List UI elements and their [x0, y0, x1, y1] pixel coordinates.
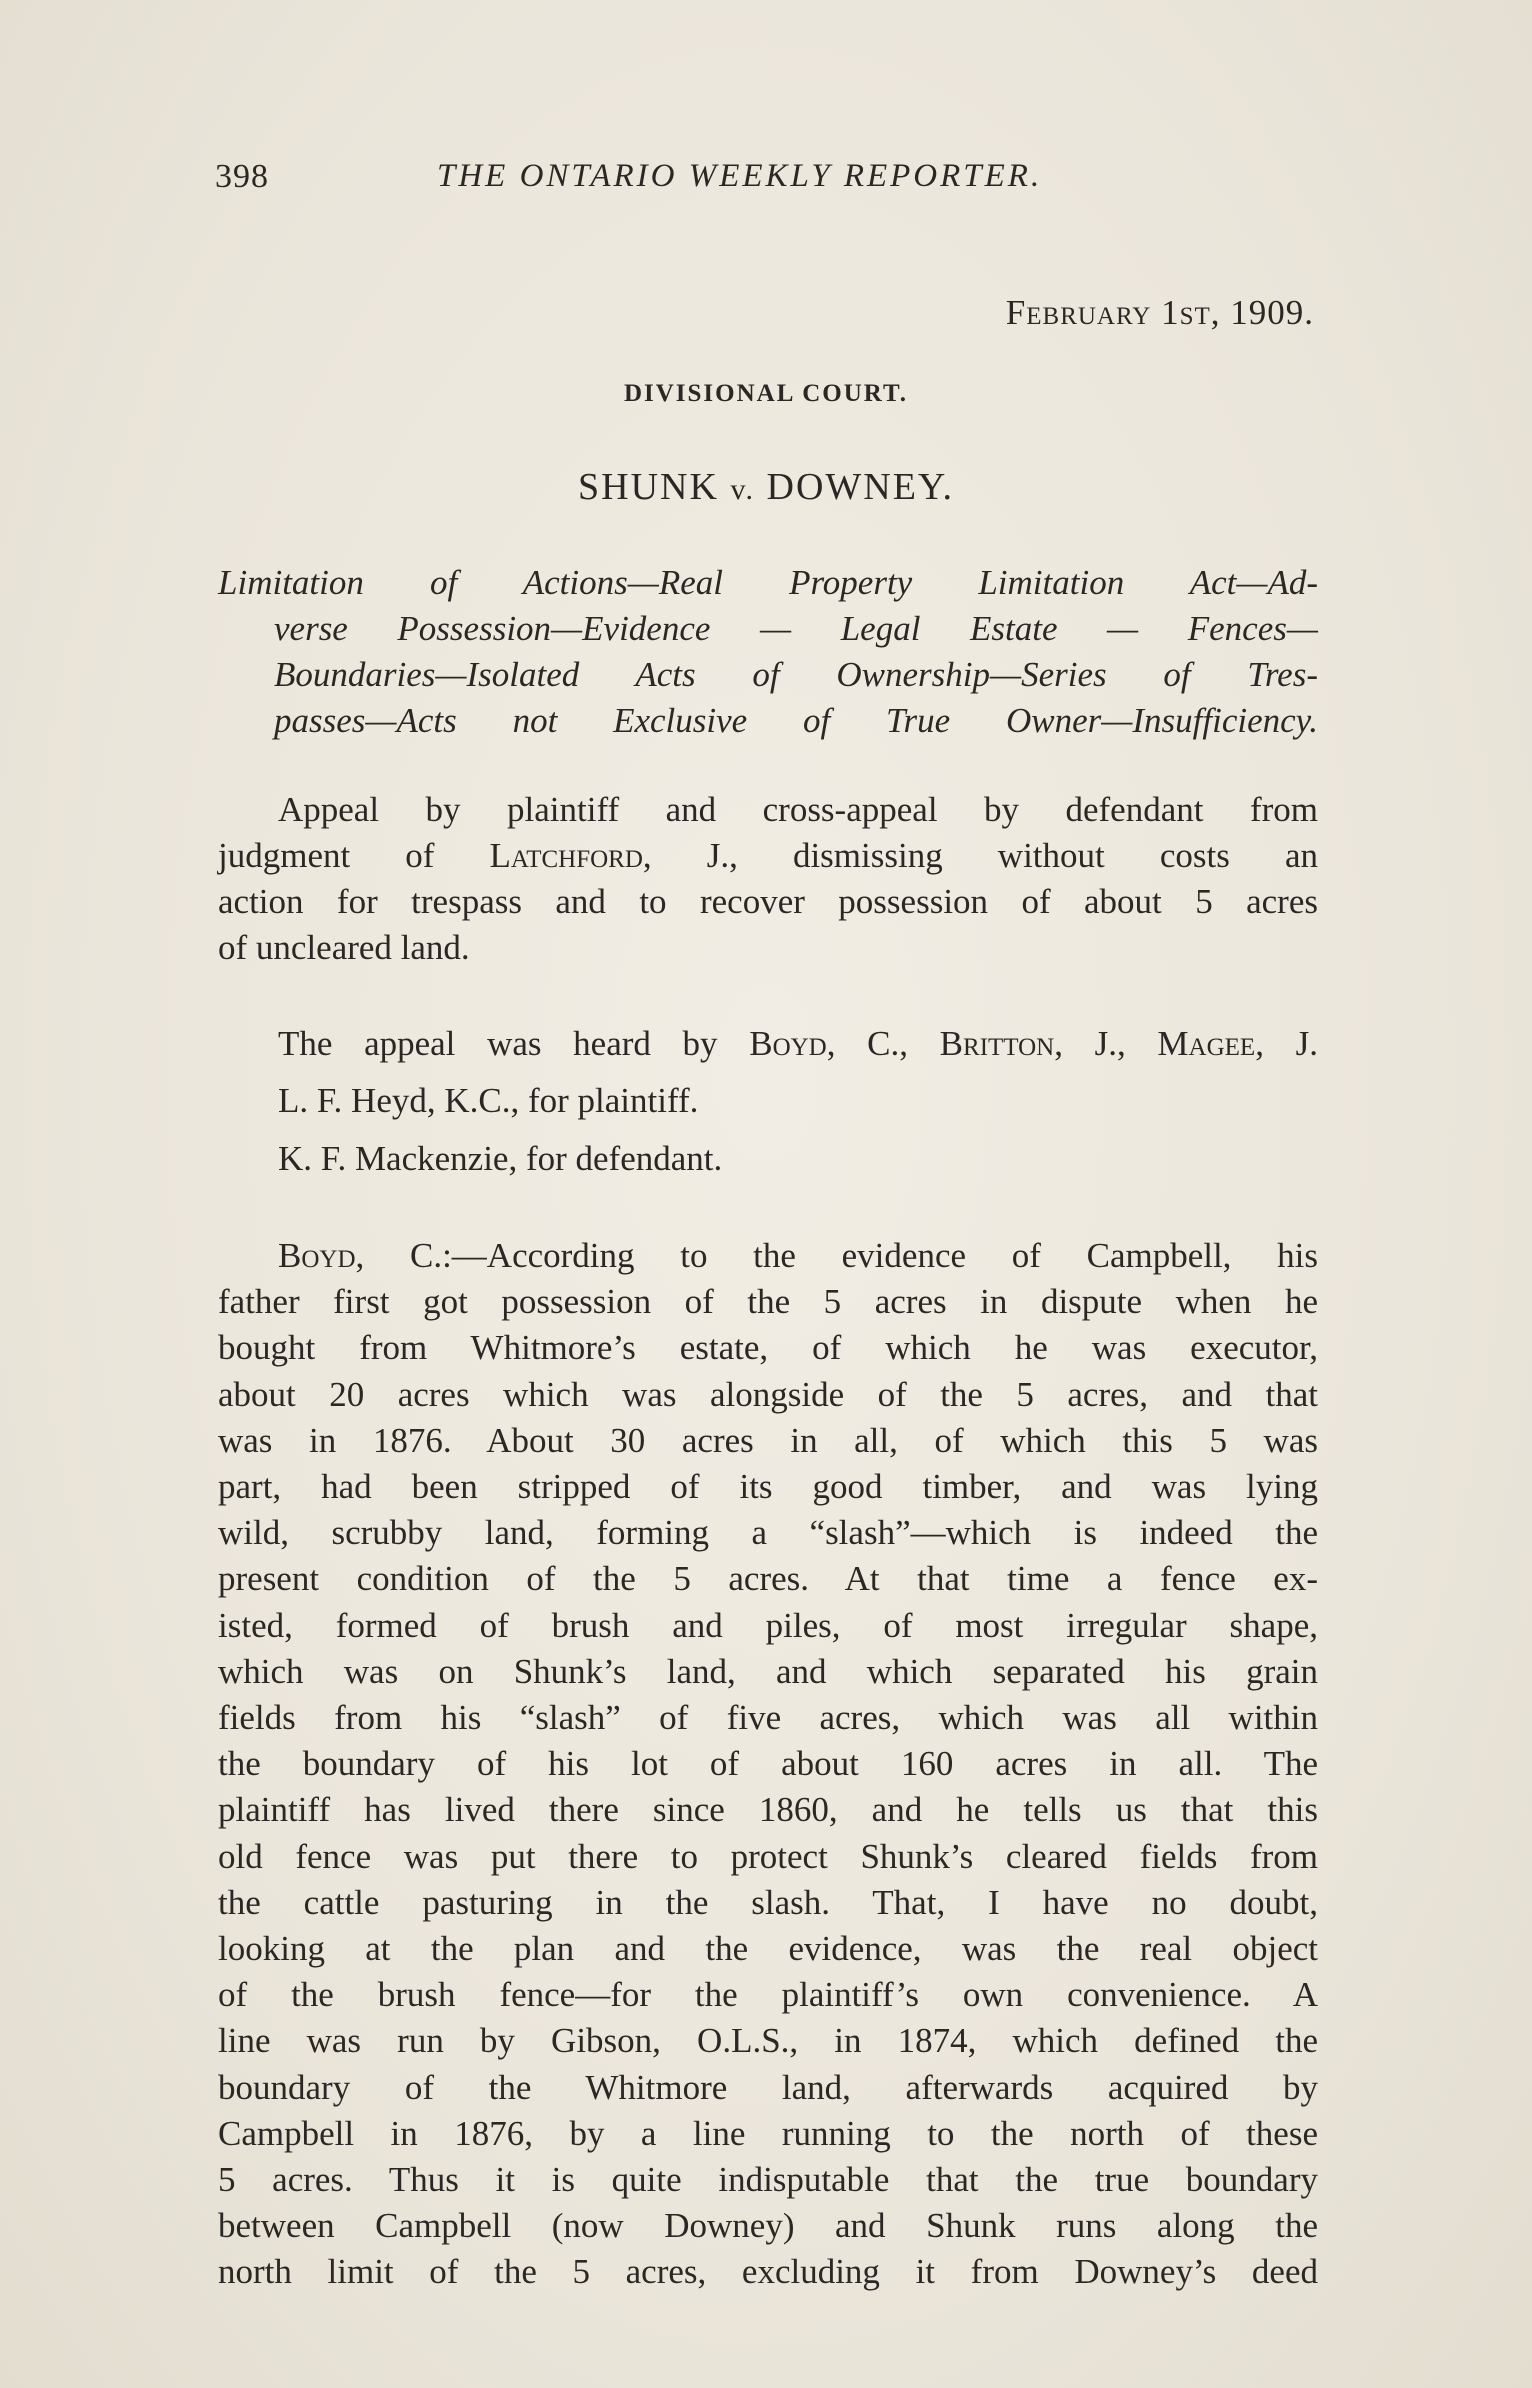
intro-line: action for trespass and to recover possession of about 5 acres — [218, 882, 1318, 921]
intro-text: judgment of — [218, 836, 490, 875]
judgment-author: Boyd — [278, 1236, 356, 1275]
judgment-line: north limit of the 5 acres, excluding it from Downey’s deed — [218, 2252, 1318, 2292]
judgment-line: between Campbell (now Downey) and Shunk runs along the — [218, 2206, 1318, 2246]
intro-text: , J., dismissing without costs an — [642, 836, 1318, 875]
plaintiff-name: SHUNK — [578, 466, 719, 508]
headnote-line: passes—Acts not Exclusive of True Owner—Insufficiency. — [274, 701, 1318, 740]
headnote — [218, 560, 1318, 744]
judgment-line: father first got possession of the 5 acres in dispute when he — [218, 1282, 1318, 1322]
running-header — [215, 158, 1315, 208]
defendant-name: DOWNEY. — [766, 466, 954, 508]
intro-line: of uncleared land. — [218, 928, 470, 967]
judgment-line: about 20 acres which was alongside of the 5 acres, and that — [218, 1374, 1318, 1414]
judgment-line: fields from his “slash” of five acres, which was all within — [218, 1698, 1318, 1738]
case-title — [0, 465, 1532, 509]
judgment-line: of the brush fence—for the plaintiff’s own convenience. A — [218, 1975, 1318, 2015]
bench-text: The appeal was heard by — [278, 1024, 750, 1063]
judgment-line: 5 acres. Thus it is quite indisputable that the true boundary — [218, 2160, 1318, 2200]
judgment-line: the cattle pasturing in the slash. That, I have no doubt, — [218, 1882, 1318, 1922]
judge-name: Magee — [1157, 1024, 1256, 1063]
versus: v. — [730, 473, 755, 506]
counsel-defendant: K. F. Mackenzie, for defendant. — [278, 1139, 723, 1178]
intro-line — [218, 833, 1318, 879]
counsel-plaintiff: L. F. Heyd, K.C., for plaintiff. — [278, 1081, 699, 1120]
judgment-line: part, had been stripped of its good timber, and was lying — [218, 1467, 1318, 1507]
judgment-line: which was on Shunk’s land, and which separated his grain — [218, 1651, 1318, 1691]
bench-line — [278, 1021, 1318, 1067]
judge-name: Britton — [939, 1024, 1055, 1063]
intro-paragraph — [218, 787, 1318, 971]
decision-date: February 1st, 1909. — [1005, 293, 1314, 332]
journal-title: THE ONTARIO WEEKLY REPORTER. — [437, 158, 1043, 194]
intro-line: Appeal by plaintiff and cross-appeal by defendant from — [278, 790, 1318, 829]
judgment-text — [218, 1233, 1318, 2296]
judgment-line — [218, 1233, 1318, 1279]
judgment-line: present condition of the 5 acres. At that time a fence ex- — [218, 1559, 1318, 1599]
bench-text: , J., — [1054, 1024, 1158, 1063]
judgment-line: plaintiff has lived there since 1860, and he tells us that this — [218, 1790, 1318, 1830]
court-name: DIVISIONAL COURT. — [623, 380, 909, 407]
judgment-line: bought from Whitmore’s estate, of which he was executor, — [218, 1328, 1318, 1368]
bench-text: , C., — [826, 1024, 940, 1063]
page-number: 398 — [215, 158, 269, 195]
headnote-line: Boundaries—Isolated Acts of Ownership—Series of Tres- — [274, 655, 1318, 694]
bench-text: , J. — [1255, 1024, 1318, 1063]
trial-judge-name: Latchford — [489, 836, 643, 875]
judgment-line: was in 1876. About 30 acres in all, of which this 5 was — [218, 1420, 1318, 1460]
judgment-opening: , C.:—According to the evidence of Campbell, his — [355, 1236, 1318, 1275]
judgment-line: Campbell in 1876, by a line running to the north of these — [218, 2113, 1318, 2153]
judge-name: Boyd — [749, 1024, 827, 1063]
judgment-line: boundary of the Whitmore land, afterwards acquired by — [218, 2067, 1318, 2107]
headnote-line: Limitation of Actions—Real Property Limitation Act—Ad- — [218, 563, 1318, 602]
judgment-line: wild, scrubby land, forming a “slash”—which is indeed the — [218, 1513, 1318, 1553]
judgment-line: the boundary of his lot of about 160 acres in all. The — [218, 1744, 1318, 1784]
judgment-line: line was run by Gibson, O.L.S., in 1874, which defined the — [218, 2021, 1318, 2061]
judgment-line: old fence was put there to protect Shunk’s cleared fields from — [218, 1836, 1318, 1876]
headnote-line: verse Possession—Evidence — Legal Estate — Fences— — [274, 609, 1318, 648]
judgment-line: looking at the plan and the evidence, was the real object — [218, 1929, 1318, 1969]
judgment-line: isted, formed of brush and piles, of most irregular shape, — [218, 1605, 1318, 1645]
